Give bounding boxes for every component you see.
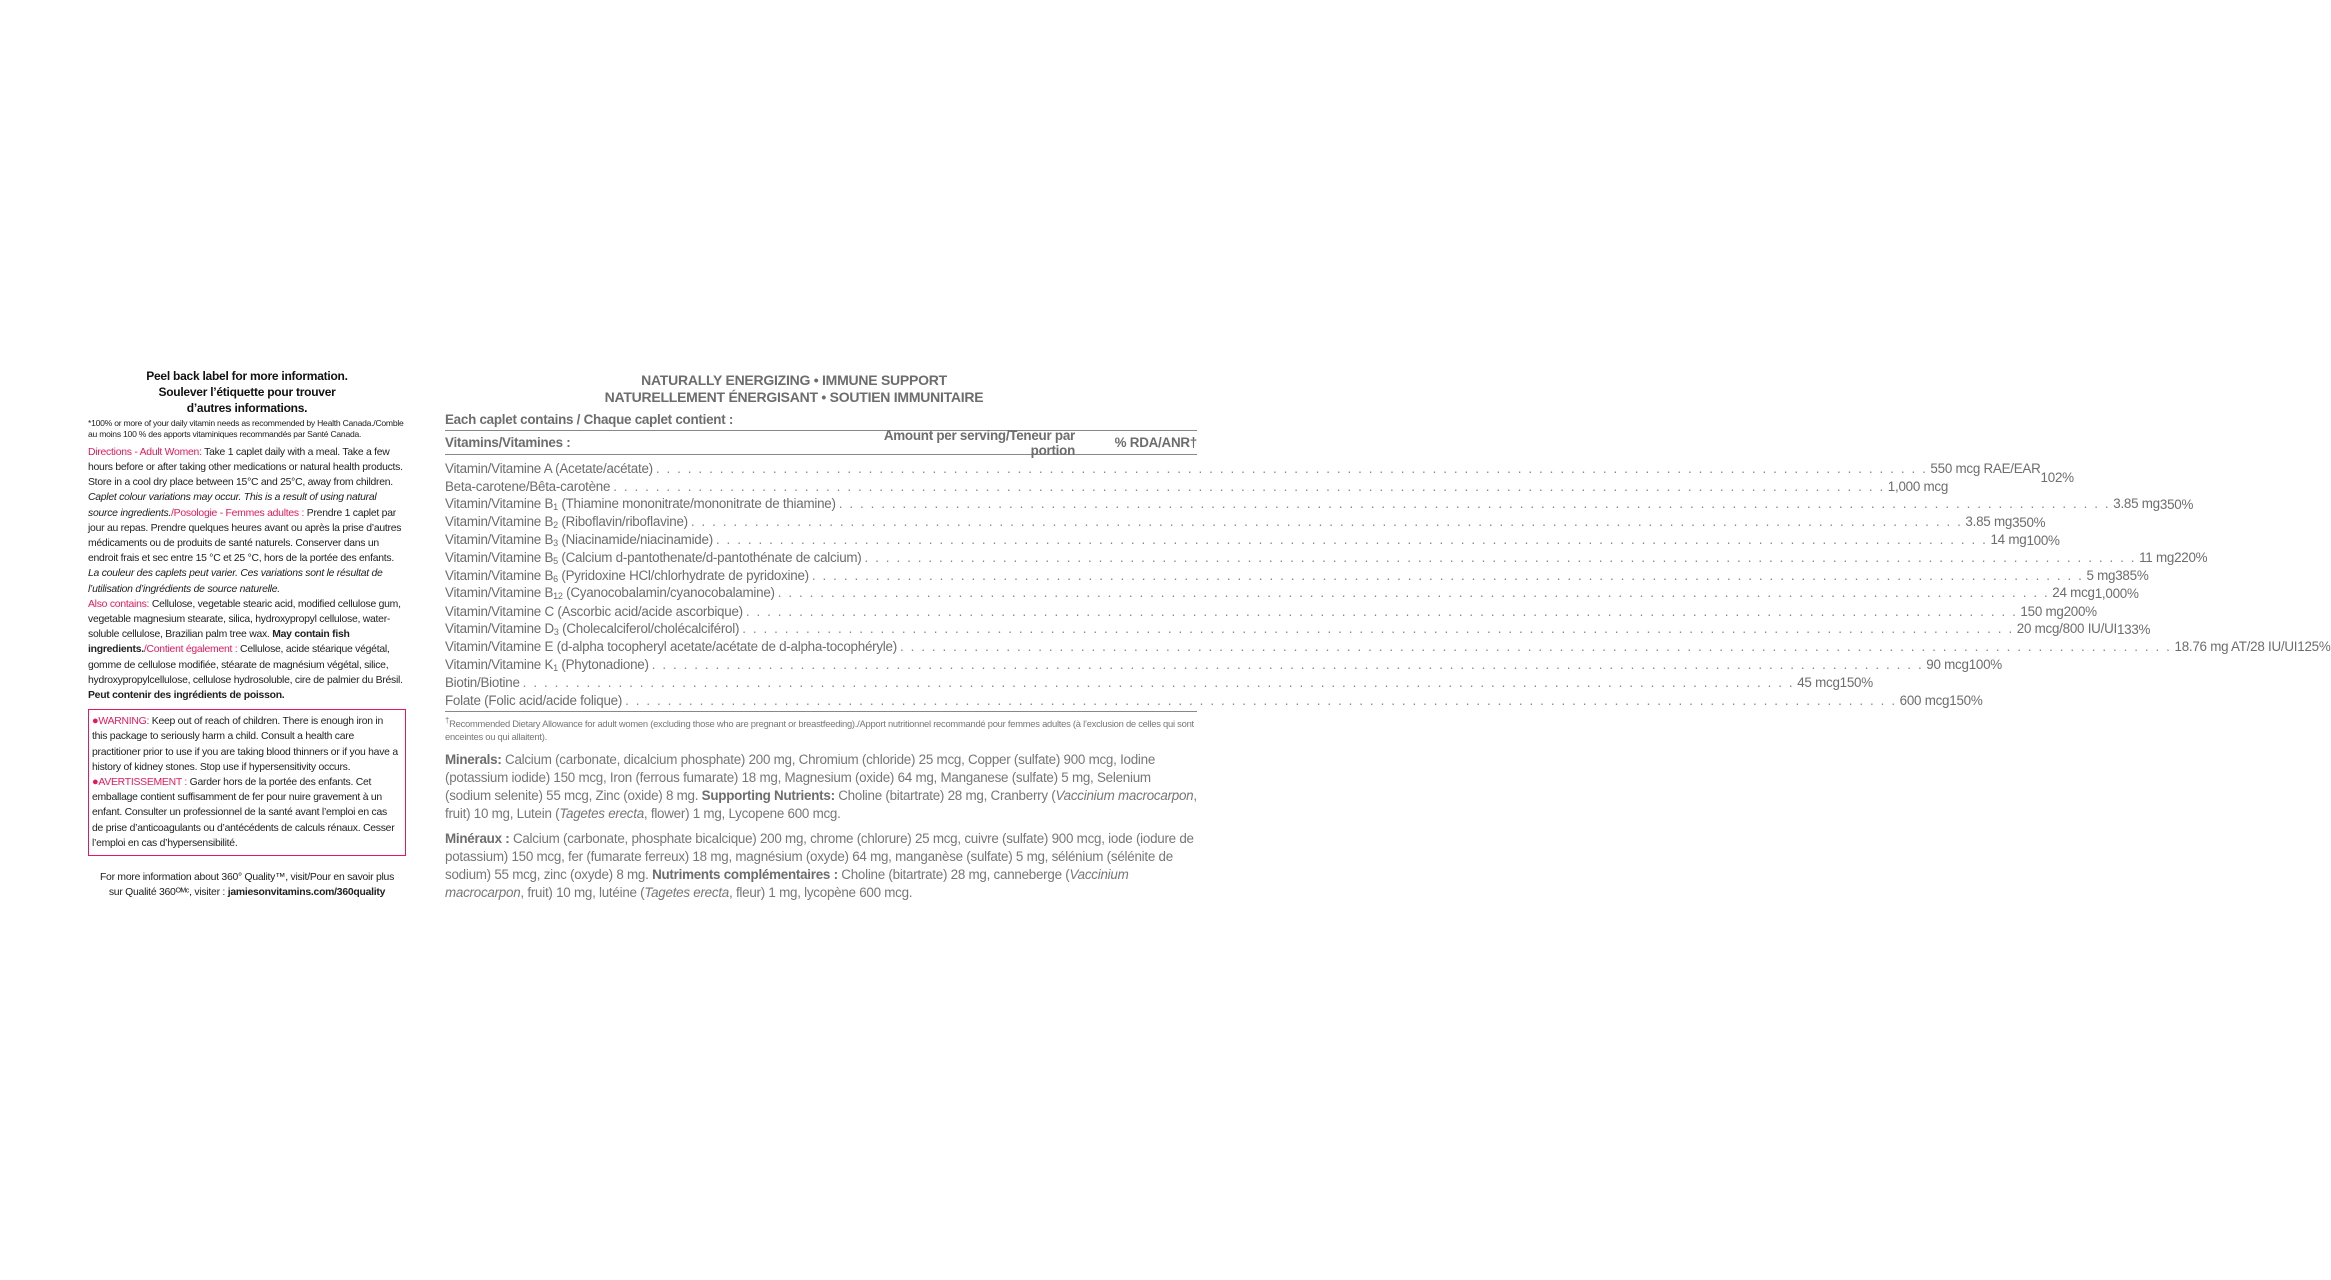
leader-dots: . . . . . . . . . . . . . . . . . . . . . . . . . . . . . . . . . . . . . . . . . . . . . . . . . . . . . . . . . . . . . . . . . . . . . . . . . . . . . . . . . . . . . . . . . . . . . . . . . . . . . . . . . . . . . . . . . . . . . . . . <box>651 656 1924 672</box>
rda-text: Recommended Dietary Allowance for adult women (excluding those who are pregnant or breastfeeding)./Apport nutritionnel recommandé pour femmes adultes (à l’exclusion de celles qui sont enceintes ou qui allaitent). <box>445 718 1194 743</box>
nutrient-name <box>445 621 739 637</box>
nutrient-name-main: Vitamin/Vitamine B <box>445 585 554 601</box>
nutrient-name-main: Vitamin/Vitamine B <box>445 532 554 548</box>
also-label: Also contains: <box>88 598 150 610</box>
nutrient-name-main: Vitamin/Vitamine D <box>445 621 554 637</box>
posologie-label: /Posologie - Femmes adultes : <box>171 507 305 519</box>
nutrient-amount: 550 mcg RAE/EAR <box>1930 461 2041 477</box>
nutrient-name-detail: (Cyanocobalamin/cyanocobalamine) <box>562 585 775 601</box>
warning-label: WARNING: <box>98 716 150 728</box>
nutrient-pct: 350% <box>2012 514 2046 530</box>
nutrient-name <box>445 693 622 708</box>
nutrient-subscript: 2 <box>553 520 558 531</box>
supporting-text-2: , fruit) 10 mg, Lutein ( <box>445 787 1197 821</box>
nutrient-subscript: 3 <box>553 627 559 638</box>
more-url: jamiesonvitamins.com/360quality <box>227 887 386 899</box>
nutrient-name <box>445 568 809 584</box>
vitamin-footnote: *100% or more of your daily vitamin needs as recommended by Health Canada./Comble au moins 100 % des apports vitaminiques recommandés par Santé Canada. <box>88 418 404 440</box>
minerals-text: Calcium (carbonate, dicalcium phosphate) 200 mg, Chromium (chloride) 25 mcg, Copper (sulfate) 900 mcg, Iodine (potassium iodide) 150 mcg, Iron (ferrous fumarate) 18 mg, Magnesium (oxide) 64 mg, Manganese (sulfate) 5 mg, Selenium (sodium selenite) 55 mcg, Zinc (oxide) 8 mg. <box>445 752 1156 803</box>
leader-dots: . . . . . . . . . . . . . . . . . . . . . . . . . . . . . . . . . . . . . . . . . . . . . . . . . . . . . . . . . . . . . . . . . . . . . . . . . . . . . . . . . . . . . . . . . . . . . . . . . . . . . . . . . . . . . . . . . . . . . . . . <box>613 479 1885 495</box>
warning-fr <box>92 775 400 851</box>
also-text: Cellulose, vegetable stearic acid, modified cellulose gum, vegetable magnesium stearate, silica, hydroxypropyl cellulose, water-soluble cellulose, Brazilian palm tree wax. <box>88 598 401 641</box>
leader-dots: . . . . . . . . . . . . . . . . . . . . . . . . . . . . . . . . . . . . . . . . . . . . . . . . . . . . . . . . . . . . . . . . . . . . . . . . . . . . . . . . . . . . . . . . . . . . . . . . . . . . . . . . . . . . . . . . . . . . . . . . <box>522 674 1795 690</box>
nutrient-name-main: Vitamin/Vitamine K <box>445 656 554 672</box>
nutrient-subscript: 1 <box>553 662 558 673</box>
nutrient-pct: 220% <box>2174 550 2208 566</box>
supporting-italic-2: Tagetes erecta <box>559 805 644 821</box>
avert-text: Garder hors de la portée des enfants. Cet emballage contient suffisamment de fer pour nuire gravement à un enfant. Consulter un professionnel de la santé avant l’emploi en cas de prise d’anticoagulants ou d’antécédents de calculs rénaux. Cesser l’emploi en cas d’hypersensibilité. <box>92 777 395 849</box>
warning-box <box>88 709 406 856</box>
nutrient-pct: 1,000% <box>2094 585 2139 601</box>
peel-line-1: Peel back label for more information. <box>146 369 348 383</box>
nutrient-amount: 150 mg <box>2020 603 2064 619</box>
nutrient-table <box>445 460 2331 712</box>
nutrient-pct: 200% <box>2063 603 2097 619</box>
nutrient-subscript: 3 <box>553 538 558 549</box>
minerals-en <box>445 751 1197 822</box>
directions <box>88 445 406 597</box>
nutrient-amount: 14 mg <box>1990 532 2027 548</box>
table-row <box>445 620 2151 638</box>
nutriments-text-2: , fruit) 10 mg, lutéine ( <box>520 884 645 900</box>
nutrient-name-main: Vitamin/Vitamine C (Ascorbic acid/acide ascorbique) <box>445 603 743 619</box>
supporting-label: Supporting Nutrients: <box>701 787 835 803</box>
headline-fr: NATURELLEMENT ÉNERGISANT • SOUTIEN IMMUNITAIRE <box>604 389 984 405</box>
nutrient-name: Vitamin/Vitamine A (Acetate/acétate) <box>445 461 653 477</box>
nutrient-amount: 18.76 mg AT/28 IU/UI <box>2174 639 2298 655</box>
nutrient-subscript: 1 <box>553 502 558 513</box>
col-vitamins: Vitamins/Vitamines : <box>445 435 571 450</box>
table-row <box>445 567 2149 585</box>
nutrient-pct: 102% <box>2040 470 2074 486</box>
nutrient-name <box>445 675 520 690</box>
nutriments-italic-2: Tagetes erecta <box>644 884 729 900</box>
contient-text: Cellulose, acide stéarique végétal, gomme de cellulose modifiée, stéarate de magnésium végétal, silice, hydroxypropylcellulose, cellulose hydrosoluble, cire de palmier du Brésil. <box>88 644 403 686</box>
nutrient-name <box>445 657 649 673</box>
nutrient-amount: 11 mg <box>2139 549 2175 565</box>
peel-instruction <box>88 368 406 416</box>
avert-label: AVERTISSEMENT : <box>98 777 188 789</box>
nutrient-name-main: Folate (Folic acid/acide folique) <box>445 692 623 708</box>
nutrient-name <box>445 532 713 548</box>
supporting-text-1: Choline (bitartrate) 28 mg, Cranberry ( <box>834 787 1056 803</box>
nutrient-name: Beta-carotene/Bêta-carotène <box>445 479 611 495</box>
nutrient-name-main: Vitamin/Vitamine B <box>445 549 554 565</box>
directions-label: Directions - Adult Women: <box>88 446 202 458</box>
rda-footnote <box>445 714 1197 743</box>
nutrient-amount: 600 mcg <box>1899 692 1950 708</box>
leader-dots: . . . . . . . . . . . . . . . . . . . . . . . . . . . . . . . . . . . . . . . . . . . . . . . . . . . . . . . . . . . . . . . . . . . . . . . . . . . . . . . . . . . . . . . . . . . . . . . . . . . . . . . . . . . . . . . . . . . . . . . . <box>777 585 2050 601</box>
nutrient-pct: 150% <box>1839 674 1873 690</box>
leader-dots: . . . . . . . . . . . . . . . . . . . . . . . . . . . . . . . . . . . . . . . . . . . . . . . . . . . . . . . . . . . . . . . . . . . . . . . . . . . . . . . . . . . . . . . . . . . . . . . . . . . . . . . . . . . . . . . . . . . . . . . . <box>625 692 1897 708</box>
directions-italic: Caplet colour variations may occur. This is a result of using natural source ingredients. <box>88 492 377 519</box>
each-caplet-contains: Each caplet contains / Chaque caplet contient : <box>445 412 734 427</box>
leader-dots: . . . . . . . . . . . . . . . . . . . . . . . . . . . . . . . . . . . . . . . . . . . . . . . . . . . . . . . . . . . . . . . . . . . . . . . . . . . . . . . . . . . . . . . . . . . . . . . . . . . . . . . . . . . . . . . . . . . . . . . . <box>690 514 1963 530</box>
nutrient-name-detail: (Thiamine mononitrate/mononitrate de thiamine) <box>557 496 836 512</box>
nutrient-amount: 20 mcg/800 IU/UI <box>2016 621 2117 637</box>
nutrient-amount: 3.85 mg <box>2113 496 2160 512</box>
nutrient-amount: 45 mcg <box>1797 674 1840 690</box>
leader-dots: . . . . . . . . . . . . . . . . . . . . . . . . . . . . . . . . . . . . . . . . . . . . . . . . . . . . . . . . . . . . . . . . . . . . . . . . . . . . . . . . . . . . . . . . . . . . . . . . . . . . . . . . . . . . . . . . . . . . . . . . <box>745 603 2018 619</box>
peel-line-2: Soulever l’étiquette pour trouver <box>158 385 336 399</box>
table-row <box>445 496 2194 514</box>
nutrient-name-detail: (Phytonadione) <box>557 656 649 672</box>
table-row <box>445 602 2097 620</box>
nutriments-text-3: , fleur) 1 mg, lycopène 600 mcg. <box>729 884 913 900</box>
nutrient-amount: 1,000 mcg <box>1887 479 1949 495</box>
leader-dots: . . . . . . . . . . . . . . . . . . . . . . . . . . . . . . . . . . . . . . . . . . . . . . . . . . . . . . . . . . . . . . . . . . . . . . . . . . . . . . . . . . . . . . . . . . . . . . . . . . . . . . . . . . . . . . . . . . . . . . . . <box>715 532 1988 548</box>
more-info <box>88 870 406 900</box>
nutrient-pct: 350% <box>2159 496 2194 512</box>
posologie-italic: La couleur des caplets peut varier. Ces variations sont le résultat de l’utilisation d’ingrédients de source naturelle. <box>88 568 383 595</box>
table-row <box>445 478 2041 496</box>
nutrient-pct: 100% <box>2026 532 2060 548</box>
mineraux-text: Calcium (carbonate, phosphate bicalcique) 200 mg, chrome (chlorure) 25 mcg, cuivre (sulfate) 900 mcg, iode (iodure de potassium) 150 mcg, fer (fumarate ferreux) 18 mg, magnésium (oxyde) 64 mg, manganèse (sulfate) 5 mg, sélénium (sélénite de sodium) 55 mcg, zinc (oxyde) 8 mg. <box>445 831 1194 883</box>
nutriments-text-1: Choline (bitartrate) 28 mg, canneberge ( <box>837 867 1070 883</box>
nutriments-italic-1: Vaccinium macrocarpon <box>445 867 1129 900</box>
table-row <box>445 656 2002 674</box>
bullet-icon: ● <box>92 715 99 728</box>
nutrient-pct: 125% <box>2297 639 2331 655</box>
nutrient-subscript: 5 <box>553 555 558 566</box>
warning-en <box>92 714 400 775</box>
leader-dots: . . . . . . . . . . . . . . . . . . . . . . . . . . . . . . . . . . . . . . . . . . . . . . . . . . . . . . . . . . . . . . . . . . . . . . . . . . . . . . . . . . . . . . . . . . . . . . . . . . . . . . . . . . . . . . . . . . . . . . . . <box>864 549 2137 565</box>
more-line-2 <box>88 885 406 900</box>
nutrient-name <box>445 604 743 619</box>
contient-label: /Contient également : <box>143 644 238 656</box>
peel-line-3: d’autres informations. <box>186 401 308 415</box>
nutrient-name <box>445 585 775 601</box>
leader-dots: . . . . . . . . . . . . . . . . . . . . . . . . . . . . . . . . . . . . . . . . . . . . . . . . . . . . . . . . . . . . . . . . . . . . . . . . . . . . . . . . . . . . . . . . . . . . . . . . . . . . . . . . . . . . . . . . . . . . . . . . <box>811 567 2084 583</box>
more-line-1: For more information about 360° Quality™, visit/Pour en savoir plus <box>99 872 395 884</box>
col-rda: % RDA/ANR† <box>1114 435 1197 450</box>
nutrient-name-main: Vitamin/Vitamine B <box>445 496 554 512</box>
nutrient-name-detail: (Niacinamide/niacinamide) <box>557 532 713 548</box>
dagger-mark: † <box>445 716 450 726</box>
nutrient-pct: 150% <box>1949 692 1983 708</box>
nutriments-label: Nutriments complémentaires : <box>652 867 838 883</box>
table-row <box>445 549 2208 567</box>
leader-dots: . . . . . . . . . . . . . . . . . . . . . . . . . . . . . . . . . . . . . . . . . . . . . . . . . . . . . . . . . . . . . . . . . . . . . . . . . . . . . . . . . . . . . . . . . . . . . . . . . . . . . . . . . . . . . . . . . . . . . . . . <box>838 496 2111 512</box>
nutrient-name-main: Biotin/Biotine <box>445 674 520 690</box>
nutrient-pct: 100% <box>1968 657 2002 673</box>
minerals-label: Minerals: <box>445 752 502 768</box>
headline-en: NATURALLY ENERGIZING • IMMUNE SUPPORT <box>641 372 947 388</box>
nutrient-amount: 24 mcg <box>2052 585 2095 601</box>
right-panel <box>445 372 2331 902</box>
directions-text: Take 1 caplet daily with a meal. Take a few hours before or after taking other medications or natural health products. Store in a cool dry place between 15°C and 25°C, away from children. <box>88 446 403 489</box>
minerals-fr <box>445 830 1197 901</box>
table-header <box>445 427 1197 458</box>
nutrient-subscript: 12 <box>553 591 563 602</box>
supporting-italic-1: Vaccinium macrocarpon <box>1055 787 1194 803</box>
nutrient-name <box>445 514 688 530</box>
leader-dots: . . . . . . . . . . . . . . . . . . . . . . . . . . . . . . . . . . . . . . . . . . . . . . . . . . . . . . . . . . . . . . . . . . . . . . . . . . . . . . . . . . . . . . . . . . . . . . . . . . . . . . . . . . . . . . . . . . . . . . . . <box>899 639 2172 655</box>
nutrient-name-detail: (Riboflavin/riboflavine) <box>557 514 688 530</box>
nutrient-name <box>445 496 836 512</box>
nutrient-name <box>445 639 897 654</box>
nutrient-name-main: Vitamin/Vitamine B <box>445 567 554 583</box>
leader-dots: . . . . . . . . . . . . . . . . . . . . . . . . . . . . . . . . . . . . . . . . . . . . . . . . . . . . . . . . . . . . . . . . . . . . . . . . . . . . . . . . . . . . . . . . . . . . . . . . . . . . . . . . . . . . . . . . . . . . . . . . <box>742 621 2014 637</box>
table-row <box>445 638 2331 656</box>
table-row-vitamin-a <box>445 460 2074 496</box>
supporting-text-3: , flower) 1 mg, Lycopene 600 mcg. <box>643 805 841 821</box>
also-contains <box>88 597 406 703</box>
table-row <box>445 513 2046 531</box>
warning-text: Keep out of reach of children. There is enough iron in this package to seriously harm a child. Consult a health care practitioner prior to use if you are taking blood thinners or if you have a history of kidney stones. Stop use if hypersensitivity occurs. <box>92 716 398 773</box>
table-row <box>445 531 2060 549</box>
left-panel <box>88 368 406 900</box>
nutrient-amount: 5 mg <box>2086 567 2116 583</box>
nutrient-name <box>445 550 862 566</box>
nutrient-pct: 385% <box>2115 568 2149 584</box>
leader-dots: . . . . . . . . . . . . . . . . . . . . . . . . . . . . . . . . . . . . . . . . . . . . . . . . . . . . . . . . . . . . . . . . . . . . . . . . . . . . . . . . . . . . . . . . . . . . . . . . . . . . . . . . . . . . . . . . . . . . . . . . <box>655 461 1928 477</box>
also-bold: May contain fish ingredients. <box>88 629 350 656</box>
table-row <box>445 460 2041 478</box>
nutrient-name-detail: (Pyridoxine HCl/chlorhydrate de pyridoxine) <box>557 567 809 583</box>
table-row <box>445 585 2139 603</box>
contient-bold: Peut contenir des ingrédients de poisson. <box>88 690 285 702</box>
nutrient-name-detail: (Cholecalciferol/cholécalciférol) <box>558 621 740 637</box>
table-row <box>445 674 1873 692</box>
nutrient-name-main: Vitamin/Vitamine E (d-alpha tocopheryl acetate/acétate de d-alpha-tocophéryle) <box>445 639 897 655</box>
nutrient-amount: 3.85 mg <box>1965 514 2013 530</box>
nutrient-name-detail: (Calcium d-pantothenate/d-pantothénate de calcium) <box>557 549 862 565</box>
posologie-text: Prendre 1 caplet par jour au repas. Prendre quelques heures avant ou après la prise d’autres médicaments ou de produits de santé naturels. Conserver dans un endroit frais et sec entre 15 °C et 25 °C, hors de la portée des enfants. <box>88 507 402 565</box>
nutrient-name-main: Vitamin/Vitamine B <box>445 514 554 530</box>
more-line-2-text: sur Qualité 360ᴼᴹᶜ, visiter : <box>108 887 228 899</box>
nutrient-subscript: 6 <box>553 573 558 584</box>
bullet-icon: ● <box>92 776 99 789</box>
mineraux-label: Minéraux : <box>445 831 510 847</box>
table-row <box>445 691 1983 709</box>
col-amount: Amount per serving/Teneur par portion <box>883 427 1075 458</box>
nutrient-amount: 90 mcg <box>1926 656 1969 672</box>
nutrient-pct: 133% <box>2116 621 2151 637</box>
